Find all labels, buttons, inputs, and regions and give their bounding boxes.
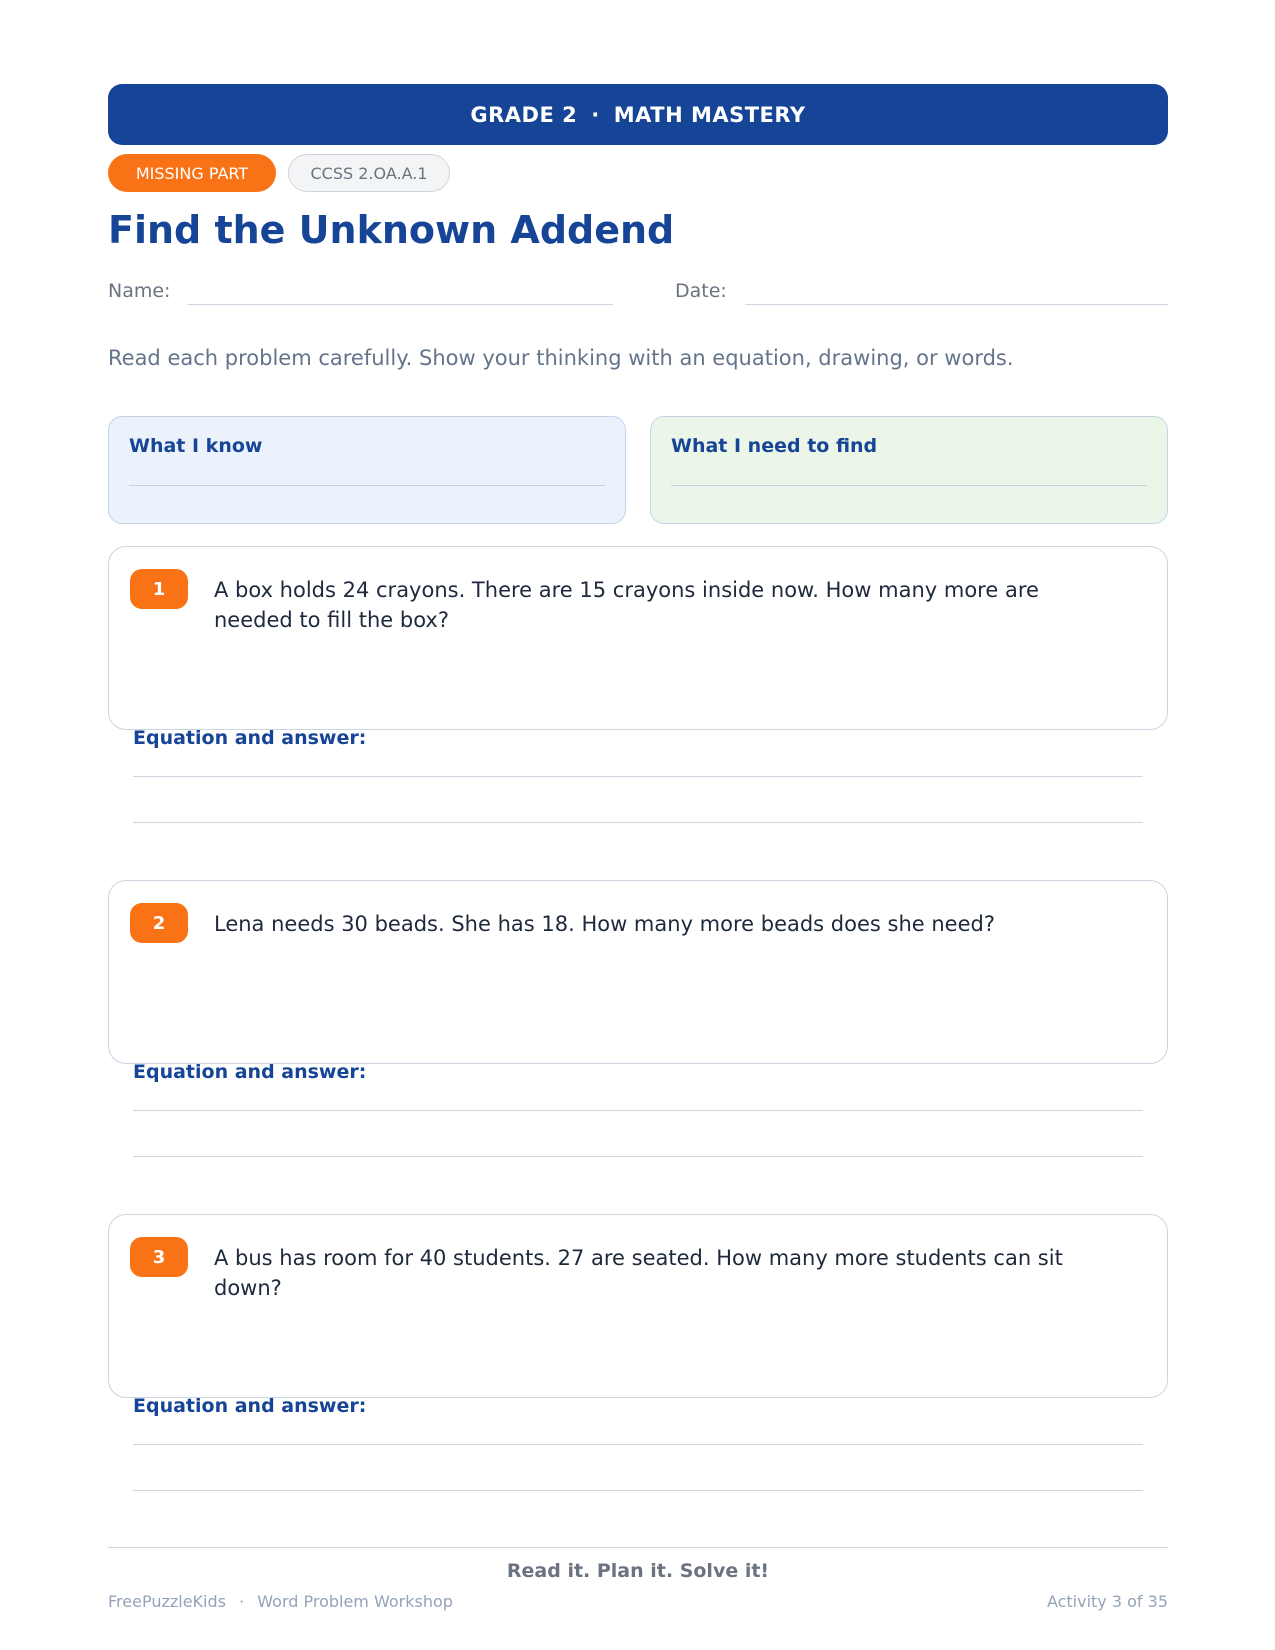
answer-line[interactable]: [133, 776, 1143, 777]
answer-line[interactable]: [133, 822, 1143, 823]
footer-motto: Read it. Plan it. Solve it!: [506, 1560, 770, 1582]
problem-text: Lena needs 30 beads. She has 18. How many more beads does she need?: [214, 912, 995, 936]
date-field[interactable]: [745, 304, 1168, 305]
tag-row: [108, 154, 450, 192]
what-i-need-title: What I need to find: [671, 435, 878, 457]
type-tag: MISSING PART: [108, 154, 276, 192]
answer-label: Equation and answer:: [133, 1061, 367, 1083]
what-i-know-line[interactable]: [129, 485, 605, 486]
footer-divider: [108, 1547, 1168, 1548]
subject-label: MATH MASTERY: [613, 102, 806, 127]
problem-text: A bus has room for 40 students. 27 are seated. How many more students can sit down?: [214, 1246, 1063, 1300]
grade-label: GRADE 2: [470, 102, 578, 127]
name-date-row: [108, 280, 1168, 310]
what-i-know-title: What I know: [129, 435, 263, 457]
name-label: Name:: [108, 280, 171, 302]
problem-number-badge: 1: [130, 569, 188, 609]
date-label: Date:: [675, 280, 727, 302]
name-field[interactable]: [188, 304, 613, 305]
problem-card: [108, 546, 1168, 730]
answer-line[interactable]: [133, 1110, 1143, 1111]
problem-number-badge: 3: [130, 1237, 188, 1277]
problem-card: [108, 1214, 1168, 1398]
header-separator: ·: [591, 102, 600, 127]
instructions: Read each problem carefully. Show your thinking with an equation, drawing, or words.: [108, 346, 1014, 370]
what-i-need-box: [650, 416, 1168, 524]
problem-card: [108, 880, 1168, 1064]
answer-label: Equation and answer:: [133, 1395, 367, 1417]
what-i-know-box: [108, 416, 626, 524]
activity-counter: Activity 3 of 35: [1046, 1592, 1168, 1611]
problem-number-badge: 2: [130, 903, 188, 943]
answer-line[interactable]: [133, 1156, 1143, 1157]
header-banner: [108, 84, 1168, 145]
answer-label: Equation and answer:: [133, 727, 367, 749]
standard-tag: CCSS 2.OA.A.1: [288, 154, 450, 192]
series-name: Word Problem Workshop: [257, 1592, 453, 1611]
answer-line[interactable]: [133, 1444, 1143, 1445]
answer-line[interactable]: [133, 1490, 1143, 1491]
page-title: Find the Unknown Addend: [108, 208, 675, 252]
what-i-need-line[interactable]: [671, 485, 1147, 486]
brand-name: FreePuzzleKids: [108, 1592, 226, 1611]
problem-text: A box holds 24 crayons. There are 15 crayons inside now. How many more are needed to fill the box?: [214, 578, 1039, 632]
footer-credits: [108, 1592, 453, 1611]
footer-separator: ·: [239, 1592, 245, 1611]
